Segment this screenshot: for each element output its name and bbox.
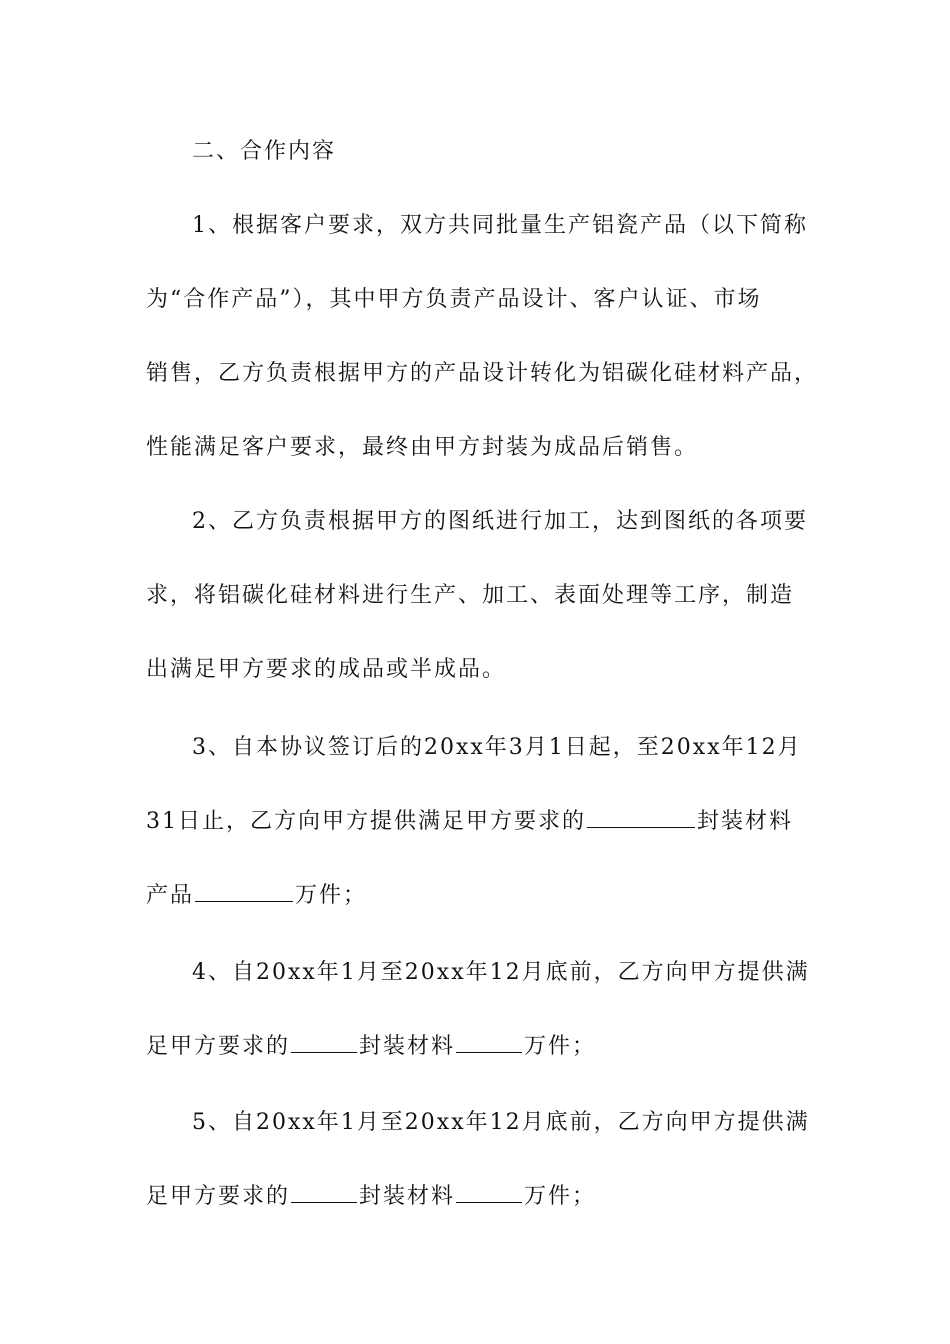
clause-3-line-1: 3、自本协议签订后的20xx年3月1日起，至20xx年12月 — [192, 735, 802, 760]
clause-2-line-3: 出满足甲方要求的成品或半成品。 — [146, 657, 507, 682]
clause-4-text: 足甲方要求的 — [146, 1034, 291, 1059]
clause-5-text: 万件； — [524, 1184, 597, 1209]
blank-field — [291, 1182, 357, 1203]
clause-4-text: 万件； — [524, 1034, 597, 1059]
clause-3-line-2 — [146, 804, 793, 840]
clause-2-line-1: 2、乙方负责根据甲方的图纸进行加工，达到图纸的各项要 — [192, 509, 808, 534]
clause-1-line-3: 销售，乙方负责根据甲方的产品设计转化为铝碳化硅材料产品， — [146, 361, 819, 386]
clause-3-text: 万件； — [295, 883, 368, 908]
blank-field — [456, 1032, 522, 1053]
clause-2-line-2: 求，将铝碳化硅材料进行生产、加工、表面处理等工序，制造 — [146, 583, 795, 608]
clause-5-line-2 — [146, 1179, 596, 1215]
blank-field — [291, 1032, 357, 1053]
clause-3-line-3 — [146, 878, 367, 914]
clause-5-line-1: 5、自20xx年1月至20xx年12月底前，乙方向甲方提供满 — [192, 1110, 810, 1135]
clause-3-text: 31日止，乙方向甲方提供满足甲方要求的 — [146, 809, 586, 834]
blank-field — [456, 1182, 522, 1203]
clause-1-line-4: 性能满足客户要求，最终由甲方封装为成品后销售。 — [146, 435, 699, 460]
clause-1-line-1: 1、根据客户要求，双方共同批量生产铝瓷产品（以下简称 — [192, 213, 808, 238]
section-heading: 二、合作内容 — [192, 139, 337, 164]
clause-5-text: 足甲方要求的 — [146, 1184, 291, 1209]
clause-4-text: 封装材料 — [359, 1034, 456, 1059]
clause-4-line-1: 4、自20xx年1月至20xx年12月底前，乙方向甲方提供满 — [192, 960, 810, 985]
clause-3-text: 封装材料 — [697, 809, 794, 834]
clause-3-text: 产品 — [146, 883, 195, 908]
blank-field — [587, 807, 695, 828]
blank-field — [195, 881, 293, 902]
clause-1-line-2: 为“合作产品”），其中甲方负责产品设计、客户认证、市场 — [146, 287, 762, 312]
clause-5-text: 封装材料 — [359, 1184, 456, 1209]
clause-4-line-2 — [146, 1029, 596, 1065]
